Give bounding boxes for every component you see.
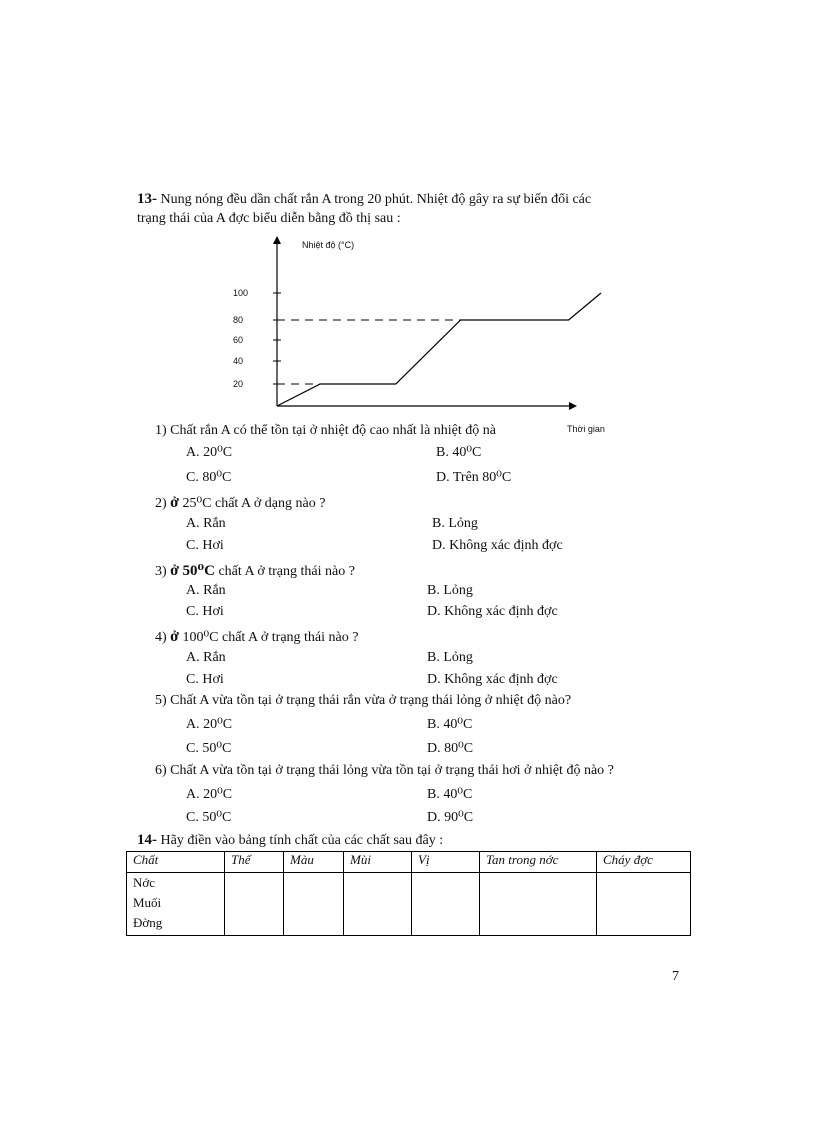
q14-number: 14-	[137, 832, 157, 848]
q3-option-d: D. Không xác định đợc	[427, 604, 558, 619]
y-tick-label-80: 80	[233, 315, 244, 325]
q2-option-b: B. Lỏng	[432, 516, 478, 531]
q1-option-a: A. 20⁰C	[186, 445, 233, 460]
cell-chay-duoc[interactable]	[597, 873, 691, 936]
q4-prefix: 4)	[155, 630, 171, 645]
q13-line1	[137, 190, 591, 209]
question-2	[155, 494, 325, 512]
q3-prefix: 3)	[155, 564, 171, 579]
question-3	[155, 561, 355, 580]
y-tick-label-100: 100	[233, 288, 249, 298]
q3-o-glyph: ở	[170, 562, 180, 579]
y-axis-arrow	[273, 236, 281, 244]
substance-muoi: Muối	[133, 895, 162, 910]
temperature-series-line	[277, 293, 601, 406]
table-header-row	[127, 852, 691, 873]
q6-option-d: D. 90⁰C	[427, 810, 474, 825]
header-vi: Vị	[412, 852, 480, 873]
y-tick-label-60: 60	[233, 335, 244, 345]
q4-rest: 100⁰C chất A ở trạng thái nào ?	[179, 630, 359, 645]
substance-duong: Đờng	[133, 915, 163, 930]
substance-nuoc: Nớc	[133, 875, 156, 890]
q3-temp: 50⁰C	[182, 563, 215, 579]
header-mau: Màu	[284, 852, 344, 873]
question-6: 6) Chất A vừa tồn tại ở trạng thái lỏng vừa tồn tại ở trạng thái hơi ở nhiệt độ nào ?	[155, 763, 614, 778]
q4-option-c: C. Hơi	[186, 672, 224, 687]
q5-option-d: D. 80⁰C	[427, 741, 474, 756]
q13-text-line1: Nung nóng đều dần chất rắn A trong 20 phút. Nhiệt độ gây ra sự biến đổi các	[160, 192, 592, 207]
q4-option-a: A. Rắn	[186, 650, 226, 665]
substance-list	[127, 873, 225, 936]
q2-o-glyph: ở	[170, 494, 180, 511]
cell-tan-trong-nuoc[interactable]	[480, 873, 597, 936]
y-tick-label-20: 20	[233, 379, 244, 389]
q4-o-glyph: ở	[170, 628, 180, 645]
question-4	[155, 628, 358, 646]
x-axis-label: Thời gian	[567, 424, 605, 434]
q2-option-d: D. Không xác định đợc	[432, 538, 563, 553]
q4-option-d: D. Không xác định đợc	[427, 672, 558, 687]
q3-option-b: B. Lỏng	[427, 583, 473, 598]
header-chat: Chất	[127, 852, 225, 873]
q2-option-a: A. Rắn	[186, 516, 226, 531]
q5-option-b: B. 40⁰C	[427, 717, 473, 732]
properties-table	[126, 851, 691, 936]
y-tick-label-40: 40	[233, 356, 244, 366]
q5-option-a: A. 20⁰C	[186, 717, 233, 732]
q5-option-c: C. 50⁰C	[186, 741, 232, 756]
cell-the[interactable]	[225, 873, 284, 936]
page-number: 7	[672, 969, 679, 984]
cell-vi[interactable]	[412, 873, 480, 936]
q6-option-c: C. 50⁰C	[186, 810, 232, 825]
header-mui: Mùi	[344, 852, 412, 873]
cell-mui[interactable]	[344, 873, 412, 936]
question-1: 1) Chất rắn A có thể tồn tại ở nhiệt độ cao nhất là nhiệt độ nà	[155, 423, 496, 438]
q13-number: 13-	[137, 191, 157, 207]
q2-rest: 25⁰C chất A ở dạng nào ?	[179, 496, 326, 511]
q13-line2: trạng thái của A đợc biểu diễn bằng đồ thị sau :	[137, 211, 401, 226]
y-axis-label: Nhiệt độ (°C)	[302, 240, 355, 250]
table-row	[127, 873, 691, 936]
q14-text: Hãy điền vào bảng tính chất của các chất sau đây :	[160, 833, 444, 848]
q2-prefix: 2)	[155, 496, 171, 511]
header-the: Thể	[225, 852, 284, 873]
q1-option-d: D. Trên 80⁰C	[436, 470, 512, 485]
question-5: 5) Chất A vừa tồn tại ở trạng thái rắn vừa ở trạng thái lỏng ở nhiệt độ nào?	[155, 693, 572, 708]
header-tan-trong-nuoc: Tan trong nớc	[480, 852, 597, 873]
q3-option-c: C. Hơi	[186, 604, 224, 619]
q4-option-b: B. Lỏng	[427, 650, 473, 665]
cell-mau[interactable]	[284, 873, 344, 936]
q2-option-c: C. Hơi	[186, 538, 224, 553]
x-axis-arrow	[569, 402, 577, 410]
q3-option-a: A. Rắn	[186, 583, 226, 598]
q6-option-b: B. 40⁰C	[427, 787, 473, 802]
q3-rest: chất A ở trạng thái nào ?	[214, 564, 355, 579]
q1-option-c: C. 80⁰C	[186, 470, 232, 485]
q14-heading	[137, 831, 443, 850]
header-chay-duoc: Cháy đợc	[597, 852, 691, 873]
q6-option-a: A. 20⁰C	[186, 787, 233, 802]
q1-option-b: B. 40⁰C	[436, 445, 482, 460]
